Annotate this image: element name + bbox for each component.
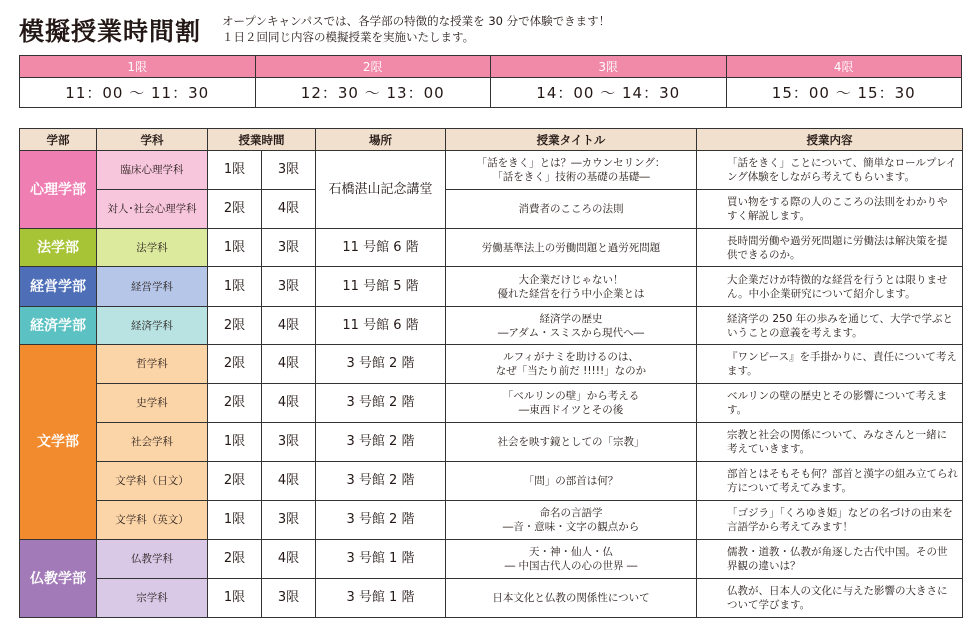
table-row — [20, 579, 963, 618]
time-first: 2限 — [208, 190, 262, 229]
place-cell: 3 号館 2 階 — [316, 423, 446, 462]
place-cell: 3 号館 2 階 — [316, 462, 446, 501]
time-first: 1限 — [208, 229, 262, 267]
faculty-psychology: 心理学部 — [20, 151, 97, 229]
dept-cell: 文学科（英文） — [97, 501, 208, 540]
period-label: 1限 — [20, 56, 256, 78]
table-row — [20, 267, 963, 307]
place-cell: 3 号館 1 階 — [316, 579, 446, 618]
table-row — [20, 307, 963, 345]
lecture-content: 儒教・道教・仏教が角逐した古代中国。その世 界観の違いは？ — [697, 540, 963, 579]
period-time: 12：30 ～ 13：00 — [255, 78, 491, 108]
faculty-letters: 文学部 — [20, 345, 97, 540]
lecture-title: 「ベルリンの壁」から考える ―東西ドイツとその後 — [446, 384, 697, 423]
time-first: 2限 — [208, 345, 262, 384]
header-title: 授業タイトル — [446, 129, 697, 151]
lecture-title: 天・神・仙人・仏 ― 中国古代人の心の世界 ― — [446, 540, 697, 579]
lecture-content: ベルリンの壁の歴史とその影響について考えます。 — [697, 384, 963, 423]
lecture-content: 大企業だけが特徴的な経営を行うとは限りませ ん。中小企業研究について紹介します。 — [697, 267, 963, 307]
time-first: 2限 — [208, 462, 262, 501]
time-first: 2限 — [208, 540, 262, 579]
period-label: 3限 — [491, 56, 727, 78]
header-time: 授業時間 — [208, 129, 316, 151]
time-second: 3限 — [262, 151, 316, 190]
time-first: 1限 — [208, 267, 262, 307]
faculty-law: 法学部 — [20, 229, 97, 267]
time-first: 1限 — [208, 501, 262, 540]
dept-cell: 社会学科 — [97, 423, 208, 462]
table-row — [20, 190, 963, 229]
intro-text — [222, 13, 610, 45]
table-row — [20, 229, 963, 267]
faculty-buddhism: 仏教学部 — [20, 540, 97, 618]
lecture-title: 日本文化と仏教の関係性について — [446, 579, 697, 618]
dept-cell: 史学科 — [97, 384, 208, 423]
lecture-content: 「ゴジラ」「くろゆき姫」などの名づけの由来を 言語学から考えてみます！ — [697, 501, 963, 540]
lecture-title: 大企業だけじゃない！ 優れた経営を行う中小企業とは — [446, 267, 697, 307]
intro-line-2: １日２回同じ内容の模擬授業を実施いたします。 — [222, 30, 475, 44]
table-row — [20, 501, 963, 540]
dept-cell: 文学科（日文） — [97, 462, 208, 501]
time-second: 4限 — [262, 307, 316, 345]
time-first: 1限 — [208, 579, 262, 618]
lecture-title: 「話をきく」とは？―カウンセリング： 「話をきく」技術の基礎の基礎― — [446, 151, 697, 190]
dept-cell: 哲学科 — [97, 345, 208, 384]
dept-cell: 経済学科 — [97, 307, 208, 345]
lecture-title: 「問」の部首は何？ — [446, 462, 697, 501]
dept-cell: 宗学科 — [97, 579, 208, 618]
time-second: 4限 — [262, 345, 316, 384]
dept-cell: 対人･社会心理学科 — [97, 190, 208, 229]
period-label: 4限 — [726, 56, 962, 78]
dept-cell: 臨床心理学科 — [97, 151, 208, 190]
time-first: 2限 — [208, 307, 262, 345]
lecture-title: 経済学の歴史 ―アダム・スミスから現代へ― — [446, 307, 697, 345]
page-title: 模擬授業時間割 — [19, 17, 202, 46]
time-second: 3限 — [262, 501, 316, 540]
place-cell: 3 号館 2 階 — [316, 345, 446, 384]
lecture-content: 仏教が、日本人の文化に与えた影響の大きさに ついて学びます。 — [697, 579, 963, 618]
header-dept: 学科 — [97, 129, 208, 151]
table-row — [20, 540, 963, 579]
lecture-content: 『ワンピース』を手掛かりに、責任について考えます。 — [697, 345, 963, 384]
period-time: 14：00 ～ 14：30 — [491, 78, 727, 108]
lecture-title: 社会を映す鏡としての「宗教」 — [446, 423, 697, 462]
lecture-title: 労働基準法上の労働問題と過労死問題 — [446, 229, 697, 267]
time-second: 3限 — [262, 423, 316, 462]
place-cell: 3 号館 2 階 — [316, 501, 446, 540]
table-row — [20, 462, 963, 501]
header-place: 場所 — [316, 129, 446, 151]
schedule-table — [19, 128, 963, 618]
table-row — [20, 384, 963, 423]
time-second: 4限 — [262, 190, 316, 229]
place-cell: 11 号館 6 階 — [316, 307, 446, 345]
place-cell: 石橋湛山記念講堂 — [316, 151, 446, 229]
time-second: 3限 — [262, 229, 316, 267]
lecture-title: 命名の言語学 ―音・意味・文字の観点から — [446, 501, 697, 540]
lecture-title: 消費者のこころの法則 — [446, 190, 697, 229]
dept-cell: 法学科 — [97, 229, 208, 267]
lecture-content: 買い物をする際の人のこころの法則をわかりや すく解説します。 — [697, 190, 963, 229]
time-second: 3限 — [262, 267, 316, 307]
lecture-title: ルフィがナミを助けるのは、 なぜ「当たり前だ !!!!!」なのか — [446, 345, 697, 384]
header-faculty: 学部 — [20, 129, 97, 151]
period-label: 2限 — [255, 56, 491, 78]
intro-line-1: オープンキャンパスでは、各学部の特徴的な授業を 30 分で体験できます！ — [222, 14, 611, 28]
period-time: 15：00 ～ 15：30 — [726, 78, 962, 108]
time-second: 4限 — [262, 540, 316, 579]
faculty-economics: 経済学部 — [20, 307, 97, 345]
dept-cell: 経営学科 — [97, 267, 208, 307]
place-cell: 11 号館 5 階 — [316, 267, 446, 307]
lecture-content: 部首とはそもそも何？部首と漢字の組み立てられ 方について考えてみます。 — [697, 462, 963, 501]
table-row — [20, 345, 963, 384]
lecture-content: 長時間労働や過労死問題に労働法は解決策を提 供できるのか。 — [697, 229, 963, 267]
dept-cell: 仏教学科 — [97, 540, 208, 579]
time-second: 4限 — [262, 384, 316, 423]
faculty-business: 経営学部 — [20, 267, 97, 307]
table-row — [20, 423, 963, 462]
time-second: 4限 — [262, 462, 316, 501]
time-first: 2限 — [208, 384, 262, 423]
lecture-content: 宗教と社会の関係について、みなさんと一緒に 考えていきます。 — [697, 423, 963, 462]
time-second: 3限 — [262, 579, 316, 618]
place-cell: 3 号館 2 階 — [316, 384, 446, 423]
period-table — [19, 55, 962, 108]
header-content: 授業内容 — [697, 129, 963, 151]
lecture-content: 「話をきく」ことについて、簡単なロールプレイ ング体験をしながら考えてもらいます。 — [697, 151, 963, 190]
period-time: 11：00 ～ 11：30 — [20, 78, 256, 108]
place-cell: 3 号館 1 階 — [316, 540, 446, 579]
lecture-content: 経済学の 250 年の歩みを通じて、大学で学ぶと いうことの意義を考えます。 — [697, 307, 963, 345]
table-row — [20, 151, 963, 190]
time-first: 1限 — [208, 151, 262, 190]
place-cell: 11 号館 6 階 — [316, 229, 446, 267]
time-first: 1限 — [208, 423, 262, 462]
